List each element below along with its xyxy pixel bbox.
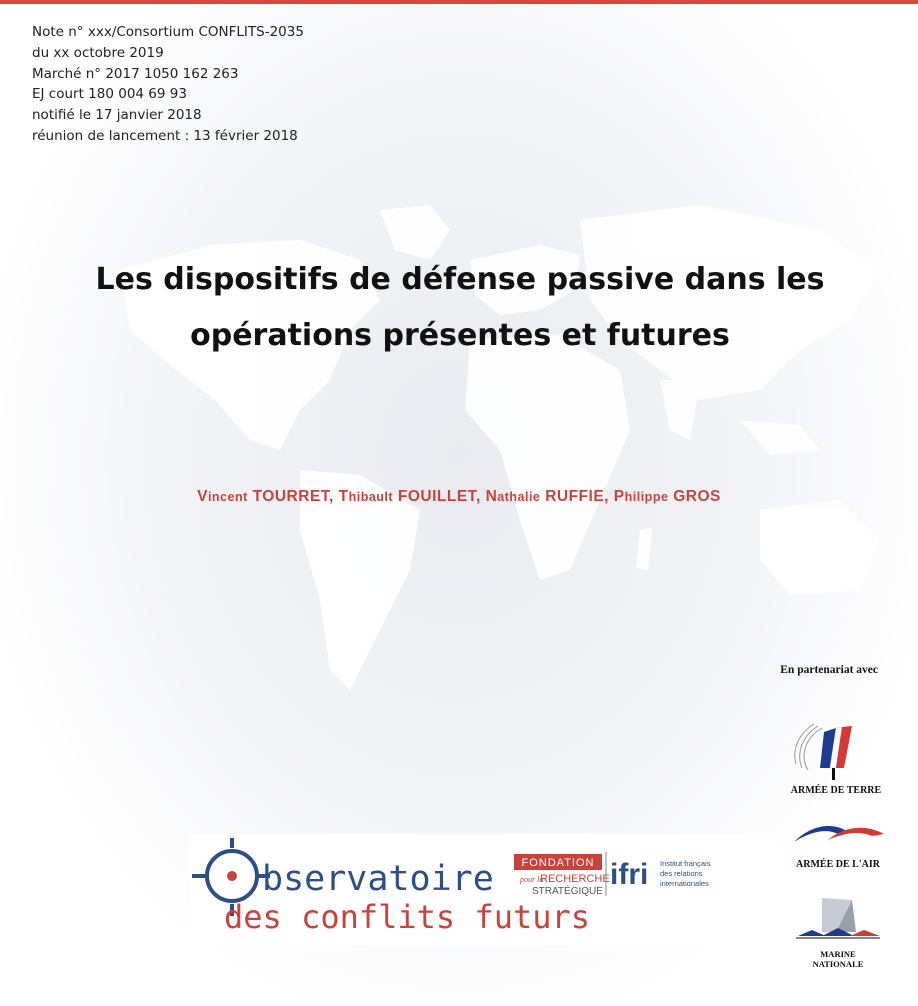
author: Thibault FOUILLET, — [338, 488, 486, 505]
author-list — [0, 488, 918, 506]
armee-de-lair-logo — [788, 820, 888, 876]
author: Philippe GROS — [613, 488, 721, 505]
consortium-logos-panel — [190, 834, 780, 946]
reference-line: réunion de lancement : 13 février 2018 — [32, 127, 298, 144]
title-line: opérations présentes et futures — [190, 318, 730, 353]
observatoire-text: bservatoire — [262, 859, 494, 899]
armee-de-terre-label-b: DE TERRE — [830, 785, 882, 796]
reference-line: Marché n° 2017 1050 162 263 — [32, 65, 239, 82]
armee-de-terre-logo — [786, 718, 886, 798]
conflits-futurs-text: des conflits futurs — [224, 898, 591, 936]
frs-strategique-text: STRATÉGIQUE — [532, 886, 603, 897]
ifri-subtitle-line: internationales — [660, 879, 709, 888]
frs-recherche-text: RECHERCHE — [540, 873, 610, 885]
frs-fondation-text: FONDATION — [521, 857, 595, 869]
document-reference-block — [32, 22, 304, 147]
title-line: Les dispositifs de défense passive dans les — [95, 262, 825, 297]
frs-logo — [514, 854, 610, 897]
ifri-logo — [610, 858, 711, 891]
reference-line: EJ court 180 004 69 93 — [32, 86, 187, 103]
document-title — [60, 252, 860, 364]
author: Vincent TOURRET, — [197, 488, 339, 505]
armee-de-terre-label-a: ARMÉE — [790, 785, 829, 796]
ifri-subtitle-line: Institut français — [660, 859, 711, 868]
partnership-label: En partenariat avec — [780, 664, 878, 676]
marine-nationale-logo — [792, 892, 884, 969]
world-map-watermark — [0, 150, 918, 710]
marine-label-line1: MARINE — [820, 949, 856, 959]
observatoire-des-conflits-futurs-logo — [190, 834, 780, 946]
ifri-subtitle-line: des relations — [660, 869, 703, 878]
marine-nationale-emblem-icon — [792, 892, 884, 944]
marine-label-line2: NATIONALE — [812, 959, 864, 969]
armee-de-lair-label: ARMÉE DE L'AIR — [796, 859, 880, 870]
armee-de-lair-wings-icon — [788, 820, 888, 850]
frs-pour-text: pour la — [520, 875, 544, 884]
ifri-wordmark: ifri — [610, 858, 649, 891]
author: Nathalie RUFFIE, — [485, 488, 614, 505]
reference-line: notifié le 17 janvier 2018 — [32, 107, 202, 124]
reference-line: Note n° xxx/Consortium CONFLITS-2035 — [32, 24, 304, 40]
reference-line: du xx octobre 2019 — [32, 44, 164, 61]
armee-de-terre-emblem-icon — [786, 718, 886, 780]
